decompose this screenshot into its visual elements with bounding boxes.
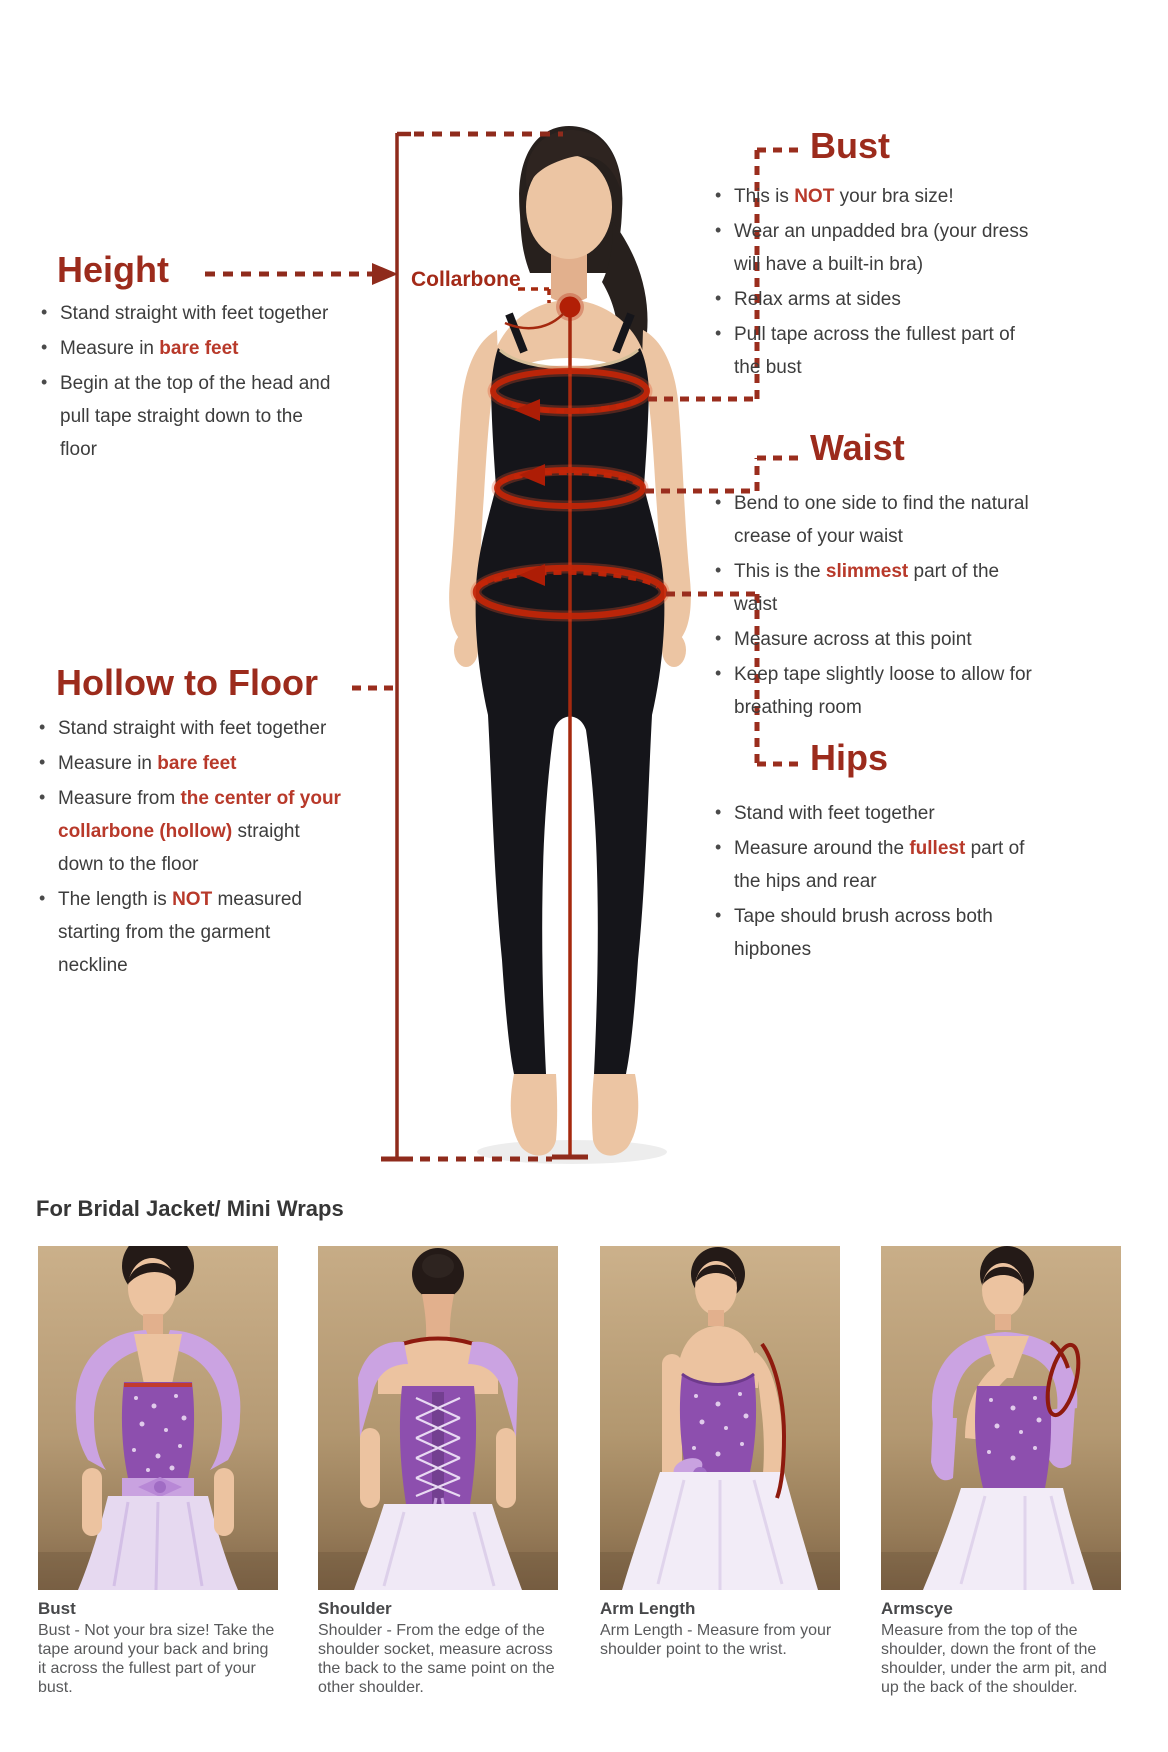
instruction-bullet: • Wear an unpadded bra (your dress will have a built-in bra) <box>712 215 1034 281</box>
instruction-bullet: • Pull tape across the fullest part of the bust <box>712 318 1034 384</box>
bottom-section-heading: For Bridal Jacket/ Mini Wraps <box>36 1196 344 1221</box>
instruction-bullet: • Stand with feet together <box>712 797 1034 830</box>
waist-title: Waist <box>810 427 905 468</box>
instruction-bullet: • Bend to one side to find the natural crease of your waist <box>712 487 1034 553</box>
bust-instructions <box>712 180 1034 386</box>
card-shoulder <box>318 1246 558 1697</box>
card-arm-length <box>600 1246 840 1659</box>
arm-length-photo <box>600 1246 840 1590</box>
instruction-bullet: • This is the slimmest part of the waist <box>712 555 1034 621</box>
instruction-bullet: • Measure in bare feet <box>38 332 343 365</box>
instruction-bullet: • Measure around the fullest part of the hips and rear <box>712 832 1034 898</box>
card-bust <box>38 1246 278 1697</box>
shoulder-photo <box>318 1246 558 1590</box>
instruction-bullet: • Relax arms at sides <box>712 283 1034 316</box>
caption-text-shoulder: Shoulder - From the edge of the shoulder socket, measure across the back to the same point on the other shoulder. <box>318 1622 555 1696</box>
hollow-to-floor-instructions <box>36 712 341 984</box>
instruction-bullet: • Measure from the center of your collarbone (hollow) straight down to the floor <box>36 782 341 881</box>
caption-text-bust: Bust - Not your bra size! Take the tape around your back and bring it across the fullest part of your bust. <box>38 1622 275 1696</box>
caption-label-arm-length: Arm Length <box>600 1599 696 1618</box>
instruction-bullet: • Stand straight with feet together <box>36 712 341 745</box>
height-title: Height <box>57 249 169 290</box>
caption-label-armscye: Armscye <box>881 1599 953 1618</box>
card-armscye <box>881 1246 1121 1697</box>
hips-title: Hips <box>810 737 889 778</box>
instruction-bullet: • Begin at the top of the head and pull tape straight down to the floor <box>38 367 343 466</box>
instruction-bullet: • The length is NOT measured starting from the garment neckline <box>36 883 341 982</box>
instruction-bullet: • Stand straight with feet together <box>38 297 343 330</box>
caption-text-armscye: Measure from the top of the shoulder, down the front of the shoulder, under the arm pit, and up the back of the shoulder. <box>881 1622 1107 1696</box>
instruction-bullet: • This is NOT your bra size! <box>712 180 1034 213</box>
bust-photo <box>38 1246 278 1590</box>
armscye-photo <box>881 1246 1121 1590</box>
hips-instructions <box>712 797 1034 968</box>
instruction-bullet: • Measure across at this point <box>712 623 1034 656</box>
instruction-bullet: • Measure in bare feet <box>36 747 341 780</box>
instruction-bullet: • Tape should brush across both hipbones <box>712 900 1034 966</box>
bust-title: Bust <box>810 125 890 166</box>
hollow-to-floor-title: Hollow to Floor <box>56 662 318 703</box>
waist-instructions <box>712 487 1034 726</box>
caption-label-shoulder: Shoulder <box>318 1599 392 1618</box>
collarbone-label: Collarbone <box>411 268 521 291</box>
caption-label-bust: Bust <box>38 1599 76 1618</box>
caption-text-arm-length: Arm Length - Measure from your shoulder point to the wrist. <box>600 1622 832 1658</box>
height-instructions <box>38 297 343 468</box>
instruction-bullet: • Keep tape slightly loose to allow for breathing room <box>712 658 1034 724</box>
